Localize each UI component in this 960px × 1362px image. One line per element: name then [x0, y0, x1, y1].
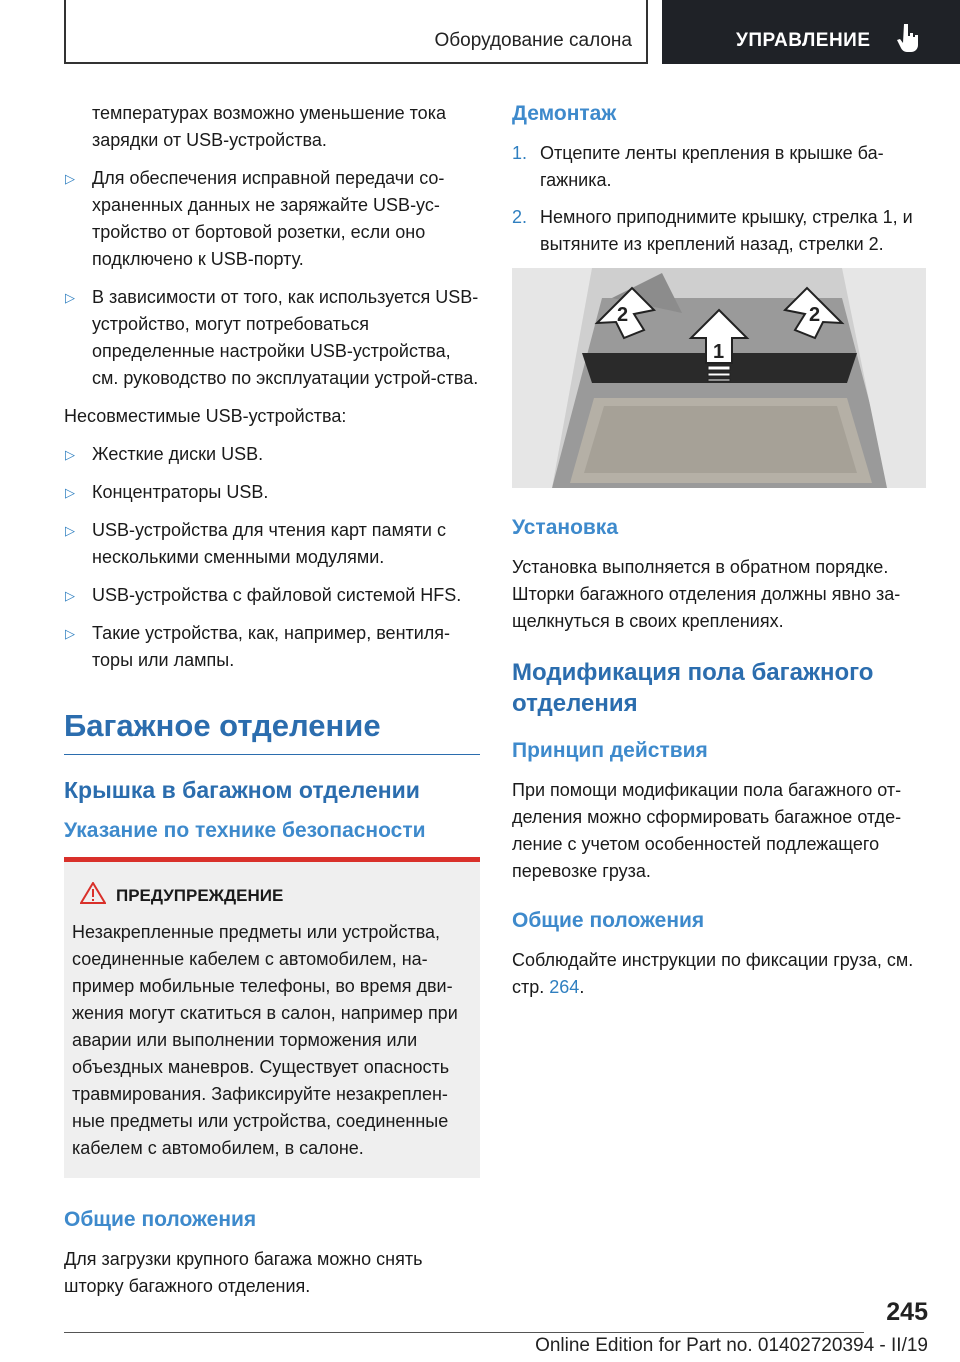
triangle-bullet-icon: ▷ [65, 626, 75, 641]
principle-text: При помощи модификации пола багажного от-деления можно сформировать багажное отде-ление с учетом особенностей подлежащего перевозке груза. [512, 780, 902, 881]
triangle-bullet-icon: ▷ [65, 171, 75, 186]
list-item: ▷ В зависимости от того, как используется USB-устройство, могут потребоваться определенные настройки USB-устройства, см. руководство по эксплуатации устрой-ства. [64, 284, 480, 392]
heading-installation: Установка [512, 516, 618, 539]
general-text-right: Соблюдайте инструкции по фиксации груза, см. стр. 264. [512, 950, 914, 997]
step-item: 2. Немного приподнимите крышку, стрелка 1, и вытяните из креплений назад, стрелки 2. [512, 204, 930, 258]
right-column [512, 100, 930, 1012]
header-section-title: Оборудование салона [434, 30, 632, 51]
header-section-box [64, 0, 648, 64]
warning-box [64, 857, 480, 1178]
header-chapter-box [662, 0, 960, 64]
heading-removal: Демонтаж [512, 102, 617, 125]
left-column [64, 100, 480, 1311]
header-chapter-title: УПРАВЛЕНИЕ [736, 30, 871, 51]
list-item: ▷ Для обеспечения исправной передачи со-храненных данных не заряжайте USB-ус-тройство от бортовой розетки, если оно подключено к USB-порту. [64, 165, 480, 273]
list-item: ▷ USB-устройства для чтения карт памяти с несколькими сменными модулями. [64, 517, 480, 571]
heading-safety-note: Указание по технике безопасности [64, 819, 426, 842]
triangle-bullet-icon: ▷ [65, 485, 75, 500]
footer-edition: Online Edition for Part no. 01402720394 - II/19 [535, 1335, 928, 1356]
heading-floor-modification: Модификация пола багажного отделения [512, 659, 874, 717]
heading-principle: Принцип действия [512, 739, 708, 762]
photo-label-arrow: 2 [809, 304, 821, 326]
install-text: Установка выполняется в обратном порядке. Шторки багажного отделения должны явно за-щелкнуться в своих креплениях. [512, 557, 901, 631]
list-item: ▷ Жесткие диски USB. [64, 441, 480, 468]
photo-label-arrow: 2 [617, 304, 629, 326]
hand-pointer-icon [896, 22, 922, 52]
page-link[interactable]: 264 [549, 977, 580, 997]
warning-text: Незакрепленные предметы или устройства, соединенные кабелем с автомобилем, на-пример мобильные телефоны, во время дви-жения могут скатиться в салон, например при аварии или выполнении торможения или объездных маневров. Существует опасность травмирования. Зафиксируйте незакреплен-ные предметы или устройства, соединенные кабелем с автомобилем, в салоне. [72, 922, 458, 1158]
triangle-bullet-icon: ▷ [65, 523, 75, 538]
general-text: Для загрузки крупного багажа можно снять шторку багажного отделения. [64, 1249, 423, 1296]
warning-triangle-icon [80, 882, 106, 904]
bullet-continuation: температурах возможно уменьшение тока зарядки от USB-устройства. [92, 103, 446, 150]
step-number: 1. [512, 143, 528, 163]
heading-general: Общие положения [64, 1208, 257, 1231]
triangle-bullet-icon: ▷ [65, 447, 75, 462]
trunk-cover-photo [512, 268, 926, 488]
step-number: 2. [512, 207, 528, 227]
list-item: ▷ Такие устройства, как, например, вентиля-торы или лампы. [64, 620, 480, 674]
photo-label-arrow: 1 [713, 341, 725, 363]
heading-trunk-cover: Крышка в багажном отделении [64, 777, 420, 803]
triangle-bullet-icon: ▷ [65, 588, 75, 603]
list-item: ▷ Концентраторы USB. [64, 479, 480, 506]
heading-general-right: Общие положения [512, 909, 705, 932]
triangle-bullet-icon: ▷ [65, 290, 75, 305]
incompatible-label: Несовместимые USB-устройства: [64, 406, 347, 426]
footer-divider [64, 1332, 864, 1333]
heading-luggage-compartment: Багажное отделение [64, 706, 480, 755]
page-number: 245 [886, 1298, 928, 1326]
list-item: ▷ USB-устройства с файловой системой HFS. [64, 582, 480, 609]
warning-title: ПРЕДУПРЕЖДЕНИЕ [72, 882, 470, 909]
step-item: 1. Отцепите ленты крепления в крышке ба-гажника. [512, 140, 930, 194]
